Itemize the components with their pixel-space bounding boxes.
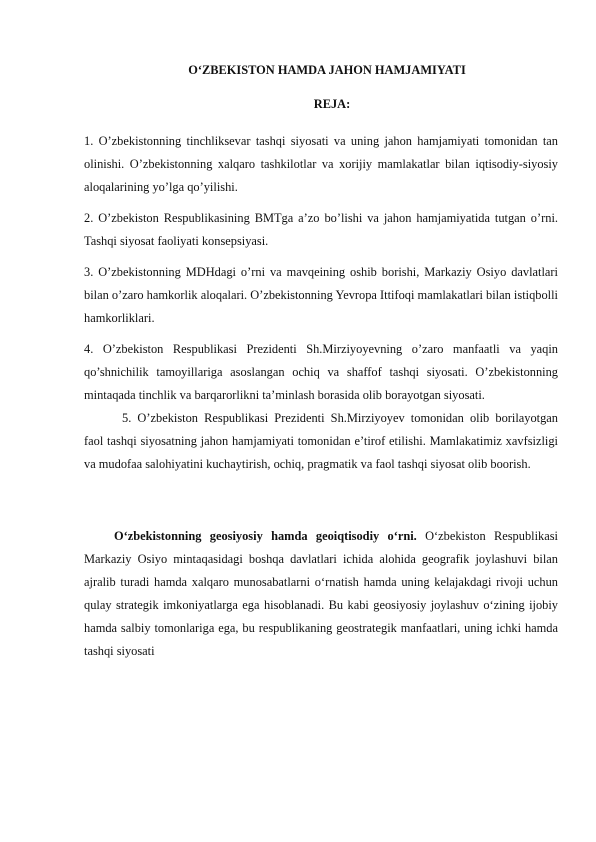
plan-item-1: 1. O’zbekistonning tinchliksevar tashqi siyosati va uning jahon hamjamiyati tomonidan tan olinishi. O’zbekistonning xalqaro tashkilotlar va xorijiy mamlakatlar bilan iqtisodiy-siyosiy aloqalarining yo’lga qo’yilishi.	[84, 134, 558, 194]
plan-item-2: 2. O’zbekiston Respublikasining BMTga a’zo bo’lishi va jahon hamjamiyatida tutgan o’rni. Tashqi siyosat faoliyati konsepsiyasi.	[84, 211, 558, 248]
document-content	[84, 60, 558, 663]
plan-item-3: 3. O’zbekistonning MDHdagi o’rni va mavqeining oshib borishi, Markaziy Osiyo davlatlari bilan o’zaro hamkorlik aloqalari. O’zbekistonning Yevropa Ittifoqi mamlakatlari bilan istiqbolli hamkorliklari.	[84, 265, 558, 325]
section-heading: O‘zbekistonning geosiyosiy hamda geoiqtisodiy o‘rni.	[114, 529, 417, 543]
document-title: O‘ZBEKISTON HAMDA JAHON HAMJAMIYATI	[188, 63, 466, 77]
plan-heading: REJA:	[313, 97, 351, 111]
section-body: O‘zbekiston Respublikasi Markaziy Osiyo mintaqasidagi boshqa davlatlari ichida alohida geografik joylashuvi bilan ajralib turadi hamda xalqaro munosabatlarni o‘rnatish hamda uning kelajakdagi rivoji uchun qulay strategik imkoniyatlarga ega hisoblanadi. Bu kabi geosiyosiy joylashuv o‘zining ijobiy hamda salbiy tomonlariga ega, bu respublikaning geostrategik manfaatlari, uning ichki hamda tashqi siyosati	[84, 529, 558, 658]
plan-item-4: 4. O’zbekiston Respublikasi Prezidenti Sh.Mirziyoyevning o’zaro manfaatli va yaqin qo’shnichilik tamoyillariga asoslangan ochiq va shaffof tashqi siyosati. O’zbekistonning mintaqada tinchlik va barqarorlikni ta’minlash borasida olib borayotgan siyosati.	[84, 342, 558, 402]
plan-item-5: 5. O’zbekiston Respublikasi Prezidenti Sh.Mirziyoyev tomonidan olib borilayotgan faol tashqi siyosatning jahon hamjamiyati tomonidan e’tirof etilishi. Mamlakatimiz xavfsizligi va mudofaa salohiyatini kuchaytirish, ochiq, pragmatik va faol tashqi siyosat olib boorish.	[84, 411, 558, 471]
section-paragraph	[84, 525, 558, 663]
